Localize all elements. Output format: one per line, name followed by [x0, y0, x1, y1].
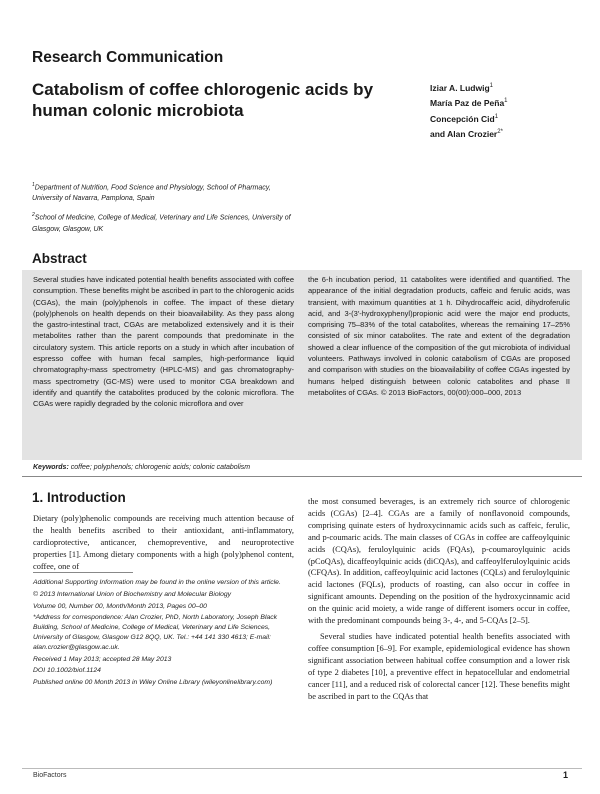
affiliation: $^2$School of Medicine, College of Medical, Veterinary and Life Sciences, University of Glasgow, Glasgow, UK	[32, 212, 291, 233]
introduction-heading: 1. Introduction	[32, 490, 126, 505]
paragraph: Dietary (poly)phenolic compounds are receiving much attention because of the health benefits ascribed to their antioxidant, anti-inflammatory, cardioprotective, anticancer, chemopreventive, and neuroprotective properties [1]. Among dietary components with a high (poly)phenol content, coffee, one of	[33, 514, 294, 571]
author-name: Concepción Cid$^1$	[430, 113, 499, 124]
keywords: Keywords: coffee; polyphenols; chlorogenic acids; colonic catabolism	[33, 464, 251, 471]
page-number: 1	[563, 770, 569, 780]
author-name: and Alan Crozier$^{2*}$	[430, 128, 503, 139]
footnote: DOI 10.1002/biof.1124	[33, 667, 101, 675]
abstract-text-right: the 6-h incubation period, 11 catabolites were identified and quantified. The appearance of the initial degradation products, caffeic and ferulic acids, was transient, with maximum quantities at 1 h. Dihydrocaffeic acid, dihydroferulic acid, and 3-(3′-hydroxyphenyl)propionic acid were the major end products, comprising 75–83% of the total catabolites, whereas the remaining 17–25% consisted of six minor catabolites. The rate and extent of the degradation showed a clear influence of the composition of the gut microbiota of individual volunteers. Pathways involved in colonic catabolism of CGAs are proposed and comparison with studies on the bioavailability of coffee CGAs ingested by humans helped distinguish between colonic catabolites and phase II metabolites of CGAs. © 2013 BioFactors, 00(00):000–000, 2013	[308, 275, 570, 397]
paragraph: the most consumed beverages, is an extremely rich source of chlorogenic acids (CGAs) [2–4]. CGAs are a family of nonflavonoid compounds, comprising quinate esters of hydroxycinnamic acids such as caffeic, ferulic, and p-coumaric acids. The main classes of CGAs in coffee are caffeoylquinic acids (CQAs), feruloylquinic acids (FQAs), p-coumaroylquinic acids (pCoQAs), dicaffeoylquinic acids (diCQAs), and caffeoylferuloylquinic acids (CFQAs). In addition, caffeoylquinic acid lactones (CQLs) and feruloylquinic acid lactones (FQLs), products of roasting, can also occur in coffee in significant amounts. Depending on the position of the hydroxycinnamic acid on the quinic acid moiety, a wide range of different isomers occur in coffee, with the predominant compounds being 3-, 4-, and 5-CQAs [2–5].	[308, 497, 570, 626]
abstract-heading: Abstract	[32, 251, 87, 266]
footnote: *Address for correspondence: Alan Crozier, PhD, North Laboratory, Joseph Black Building, School of Medicine, College of Medical, Veterinary and Life Sciences, University of Glasgow, Glasgow G12 8QQ, UK. Tel.: +44 141 330 4613; E-mail: alan.crozier@glasgow.ac.uk.	[33, 614, 278, 651]
footer-divider	[22, 768, 582, 769]
divider	[22, 476, 582, 477]
footnote: Volume 00, Number 00, Month/Month 2013, Pages 00–00	[33, 602, 207, 610]
author-list	[430, 80, 508, 141]
affiliations	[32, 180, 292, 241]
intro-text-left	[33, 513, 294, 573]
journal-name: BioFactors	[33, 772, 67, 779]
article-title: Catabolism of coffee chlorogenic acids by human colonic microbiota	[32, 80, 374, 120]
intro-text-right	[308, 496, 570, 702]
footnote-divider	[33, 572, 133, 573]
author-name: Iziar A. Ludwig$^1$	[430, 82, 494, 93]
author-name: María Paz de Peña$^1$	[430, 98, 508, 109]
footnote: Additional Supporting Information may be found in the online version of this article.	[33, 579, 281, 586]
footnote: Received 1 May 2013; accepted 28 May 2013	[33, 655, 172, 663]
footnote: Published online 00 Month 2013 in Wiley Online Library (wileyonlinelibrary.com)	[33, 679, 273, 687]
affiliation: $^1$Department of Nutrition, Food Science and Physiology, School of Pharmacy, University of Navarra, Pamplona, Spain	[32, 182, 271, 203]
section-label: Research Communication	[32, 49, 224, 66]
footnotes	[33, 578, 296, 690]
footnote: © 2013 International Union of Biochemistry and Molecular Biology	[33, 590, 232, 598]
abstract-text-left: Several studies have indicated potential health benefits associated with coffee consumption. These benefits might be ascribed in part to the chlorogenic acids (CGAs), the main (poly)phenols in coffee. The impact of these dietary (poly)phenols on health depends on their bioavailability. As they pass along the gastro-intestinal tract, CGAs are metabolized extensively and it is their metabolites rather than the parent compounds that predominate in the circulatory system. This article reports on a study in which after incubation of espresso coffee with human fecal samples, high-performance liquid chromatography-mass spectrometry (HPLC-MS) and gas chromatography-mass spectrometry (GC-MS) were used to monitor CGA breakdown and identify and quantify the catabolites produced by the colonic microflora. The CGAs were rapidly degraded by the colonic microflora and over	[33, 275, 294, 409]
paragraph: Several studies have indicated potential health benefits associated with coffee consumption [6–9]. For example, epidemiological evidence has shown significant association between habitual coffee consumption and a lower risk of type 2 diabetes [10], a preventive effect in hepatocellular and endometrial cancer [11], and a reduced risk of colorectal cancer [12]. These benefits might be ascribed in part to the CQAs that	[308, 631, 570, 701]
